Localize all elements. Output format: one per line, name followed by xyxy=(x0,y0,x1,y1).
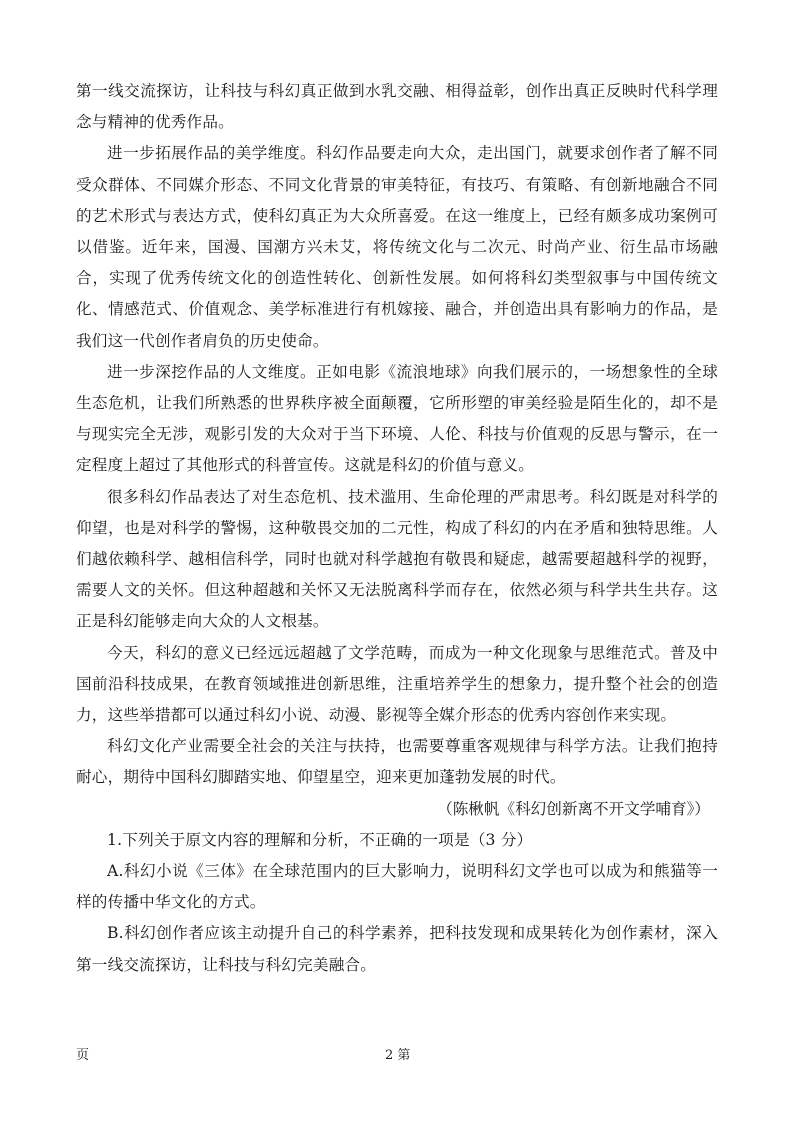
footer-page-number: 2 第 xyxy=(385,1048,411,1063)
paragraph-science-reflection: 很多科幻作品表达了对生态危机、技术滥用、生命伦理的严肃思考。科幻既是对科学的仰望，也是对科学的警惕，这种敬畏交加的二元性，构成了科幻的内在矛盾和独特思维。人们越依赖科学、越相信科学，同时也就对科学越抱有敬畏和疑虑，越需要超越科学的视野，需要人文的关怀。但这种超越和关怀又无法脱离科学而存在，依然必须与科学共生共存。这正是科幻能够走向大众的人文根基。 xyxy=(76,487,718,631)
paragraph-humanistic-dimension: 进一步深挖作品的人文维度。正如电影《流浪地球》向我们展示的，一场想象性的全球生态危机，让我们所熟悉的世界秩序被全面颠覆，它所形塑的审美经验是陌生化的，却不是与现实完全无涉，观影引发的大众对于当下环境、人伦、科技与价值观的反思与警示，在一定程度上超过了其他形式的科普宣传。这就是科幻的价值与意义。 xyxy=(76,362,718,475)
footer-page-label: 页 xyxy=(76,1048,90,1063)
paragraph-aesthetic-dimension: 进一步拓展作品的美学维度。科幻作品要走向大众，走出国门，就要求创作者了解不同受众群体、不同媒介形态、不同文化背景的审美特征，有技巧、有策略、有创新地融合不同的艺术形式与表达方式，使科幻真正为大众所喜爱。在这一维度上，已经有颇多成功案例可以借鉴。近年来，国漫、国潮方兴未艾，将传统文化与二次元、时尚产业、衍生品市场融合，实现了优秀传统文化的创造性转化、创新性发展。如何将科幻类型叙事与中国传统文化、情感范式、价值观念、美学标准进行有机嫁接、融合，并创造出具有影响力的作品，是我们这一代创作者肩负的历史使命。 xyxy=(76,144,718,350)
question-stem: 1.下列关于原文内容的理解和分析，不正确的一项是（3 分） xyxy=(107,830,533,849)
option-a: A.科幻小说《三体》在全球范围内的巨大影响力，说明科幻文学也可以成为和熊猫等一样的传播中华文化的方式。 xyxy=(76,862,718,912)
document-body xyxy=(76,76,718,981)
paragraph-cultural-significance: 今天，科幻的意义已经远远超越了文学范畴，而成为一种文化现象与思维范式。普及中国前沿科技成果，在教育领域推进创新思维，注重培养学生的想象力，提升整个社会的创造力，这些举措都可以通过科幻小说、动漫、影视等全媒介形态的优秀内容创作来实现。 xyxy=(76,643,718,725)
source-citation: （陈楸帆《科幻创新离不开文学哺育》） xyxy=(437,799,710,818)
option-b: B.科幻创作者应该主动提升自己的科学素养，把科技发现和成果转化为创作素材，深入第一线交流探访，让科技与科幻完美融合。 xyxy=(76,924,718,974)
paragraph-conclusion: 科幻文化产业需要全社会的关注与扶持，也需要尊重客观规律与科学方法。让我们抱持耐心，期待中国科幻脚踏实地、仰望星空，迎来更加蓬勃发展的时代。 xyxy=(76,737,718,787)
paragraph-continuation: 第一线交流探访，让科技与科幻真正做到水乳交融、相得益彰，创作出真正反映时代科学理念与精神的优秀作品。 xyxy=(76,82,718,132)
